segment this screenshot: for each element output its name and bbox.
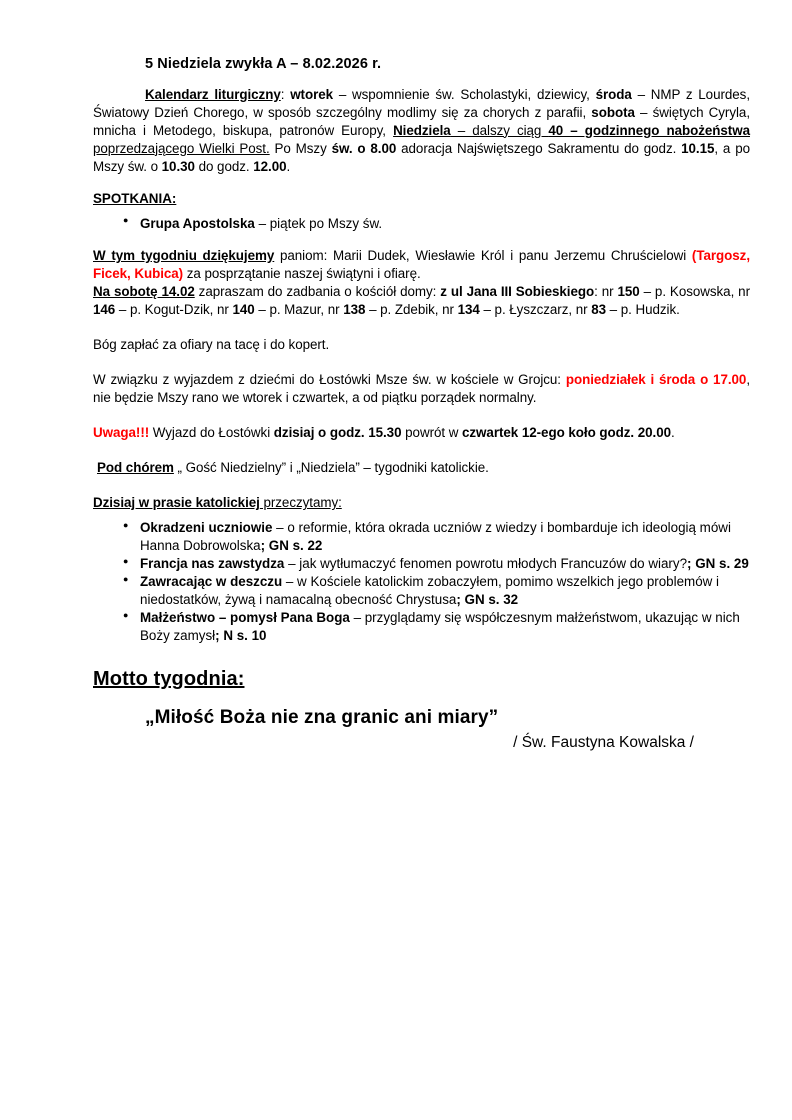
notice-text-1: Wyjazd do Łostówki	[149, 425, 274, 441]
meetings-list	[93, 215, 750, 233]
house-number-138: 138	[343, 301, 366, 317]
trip-schedule-paragraph	[93, 371, 750, 407]
calendar-time-1030: 10.30	[161, 158, 195, 174]
choir-paragraph	[93, 459, 750, 477]
list-item	[93, 555, 750, 573]
press-heading	[93, 494, 750, 512]
liturgical-calendar-paragraph	[93, 86, 750, 176]
house-number-150: 150	[617, 283, 640, 299]
article-summary: – jak wytłumaczyć fenomen powrotu młodych Francuzów do wiary?	[284, 556, 688, 572]
calendar-text-7: Po Mszy	[269, 140, 332, 156]
resident-4: – p. Zdebik, nr	[365, 301, 458, 317]
resident-3: – p. Mazur, nr	[254, 301, 344, 317]
trip-mass-times-highlight: poniedziałek i środa o 17.00	[565, 372, 747, 387]
article-summary: – w Kościele katolickim zobaczyłem, pomimo wszelkich jego problemów i niedostatków, żywą i namacalną obecność Chrystusa	[140, 574, 720, 608]
choir-heading: Pod chórem	[97, 460, 174, 476]
resident-6: – p. Hudzik.	[605, 301, 680, 317]
house-number-134: 134	[457, 301, 480, 317]
thanks-text-1: paniom: Marii Dudek, Wiesławie Król i panu Jerzemu Chruścielowi	[274, 247, 692, 263]
calendar-mass-800: św. o 8.00	[331, 140, 397, 156]
article-reference: ; GN s. 32	[456, 592, 519, 608]
calendar-text-11: .	[286, 158, 291, 174]
saturday-text-2: : nr	[594, 283, 618, 299]
thanks-paragraph	[93, 247, 750, 283]
calendar-text-5: – dalszy ciąg	[450, 122, 549, 138]
calendar-text-4: – świętych Cyryla, mnicha i Metodego, biskupa, patronów Europy,	[93, 104, 750, 138]
calendar-forty-hours: 40 – godzinnego nabożeństwa	[548, 122, 750, 138]
article-title: Okradzeni uczniowie	[140, 520, 273, 536]
house-number-146: 146	[93, 301, 116, 317]
calendar-text-10: do godz.	[194, 158, 254, 174]
list-item	[93, 519, 750, 555]
list-item	[93, 215, 750, 233]
article-title: Zawracając w deszczu	[140, 574, 283, 590]
notice-text-3: .	[671, 425, 675, 441]
calendar-text-2: – wspomnienie św. Scholastyki, dziewicy,	[333, 86, 596, 102]
notice-return-time: czwartek 12-ego koło godz. 20.00	[462, 425, 672, 441]
offering-thanks-paragraph: Bóg zapłać za ofiary na tacę i do kopert.	[93, 336, 330, 352]
thanks-text-2: za posprzątanie naszej świątyni i ofiarę.	[183, 265, 421, 281]
article-title: Małżeństwo – pomysł Pana Boga	[140, 610, 350, 626]
calendar-day-sunday: Niedziela	[393, 122, 451, 138]
calendar-time-1015: 10.15	[681, 140, 715, 156]
calendar-day-wednesday: środa	[595, 86, 632, 102]
trip-text-1: W związku z wyjazdem z dziećmi do Łostówki Msze św. w kościele w Grojcu:	[93, 372, 566, 387]
motto-quote: „Miłość Boża nie zna granic ani miary”	[145, 707, 499, 729]
calendar-text-8: adoracja Najświętszego Sakramentu do godz.	[396, 140, 682, 156]
saturday-heading: Na sobotę 14.02	[93, 283, 195, 299]
calendar-text-9: , a po Mszy św. o	[93, 140, 750, 174]
liturgical-calendar-heading: Kalendarz liturgiczny	[145, 86, 281, 102]
house-number-140: 140	[232, 301, 255, 317]
motto-author: / Św. Faustyna Kowalska /	[513, 734, 694, 752]
saturday-street: z ul Jana III Sobieskiego	[440, 283, 595, 299]
calendar-text-6: poprzedzającego Wielki Post.	[93, 140, 270, 156]
article-summary: – o reformie, która okrada uczniów z wiedzy i bombarduje ich ideologią mówi Hanna Dobrowolska	[140, 520, 731, 554]
resident-2: – p. Kogut-Dzik, nr	[115, 301, 233, 317]
meetings-heading: SPOTKANIA:	[93, 190, 177, 206]
thanks-highlight-names: (Targosz, Ficek, Kubica)	[93, 247, 750, 281]
article-title: Francja nas zawstydza	[140, 556, 285, 572]
resident-5: – p. Łyszczarz, nr	[479, 301, 592, 317]
calendar-colon: :	[280, 86, 285, 102]
press-articles-list	[93, 519, 750, 645]
notice-paragraph	[93, 424, 750, 442]
meeting-name: Grupa Apostolska	[140, 215, 255, 231]
calendar-time-1200: 12.00	[253, 158, 287, 174]
press-heading-rest: przeczytamy:	[259, 495, 342, 511]
thanks-heading: W tym tygodniu dziękujemy	[93, 247, 275, 263]
notice-departure-time: dzisiaj o godz. 15.30	[273, 425, 402, 441]
article-reference: ; N s. 10	[215, 628, 267, 644]
article-reference: ; GN s. 29	[687, 556, 749, 572]
saturday-text-1: zapraszam do zadbania o kościół domy:	[194, 283, 441, 299]
house-number-83: 83	[591, 301, 606, 317]
notice-text-2: powrót w	[401, 425, 463, 441]
motto-heading: Motto tygodnia:	[93, 668, 245, 691]
list-item	[93, 573, 750, 609]
list-item	[93, 609, 750, 645]
notice-label: Uwaga!!!	[93, 425, 150, 441]
calendar-day-saturday: sobota	[591, 104, 635, 120]
choir-detail: „ Gość Niedzielny” i „Niedziela” – tygodniki katolickie.	[173, 460, 489, 476]
meeting-detail: – piątek po Mszy św.	[254, 215, 383, 231]
document-content	[93, 55, 750, 754]
resident-1: – p. Kosowska, nr	[639, 283, 750, 299]
trip-text-2: , nie będzie Mszy rano we wtorek i czwartek, a od piątku porządek normalny.	[93, 372, 750, 406]
article-summary: – przyglądamy się współczesnym małżeństwom, ukazując w nich Boży zamysł	[140, 610, 740, 644]
saturday-cleaning-paragraph	[93, 283, 750, 319]
page-title: 5 Niedziela zwykła A – 8.02.2026 r.	[145, 56, 382, 72]
calendar-day-tuesday: wtorek	[290, 86, 334, 102]
calendar-text-3: – NMP z Lourdes, Światowy Dzień Chorego, w sposób szczególny modlimy się za chorych z parafii,	[93, 86, 750, 120]
article-reference: ; GN s. 22	[260, 538, 323, 554]
press-heading-bold: Dzisiaj w prasie katolickiej	[93, 495, 260, 511]
